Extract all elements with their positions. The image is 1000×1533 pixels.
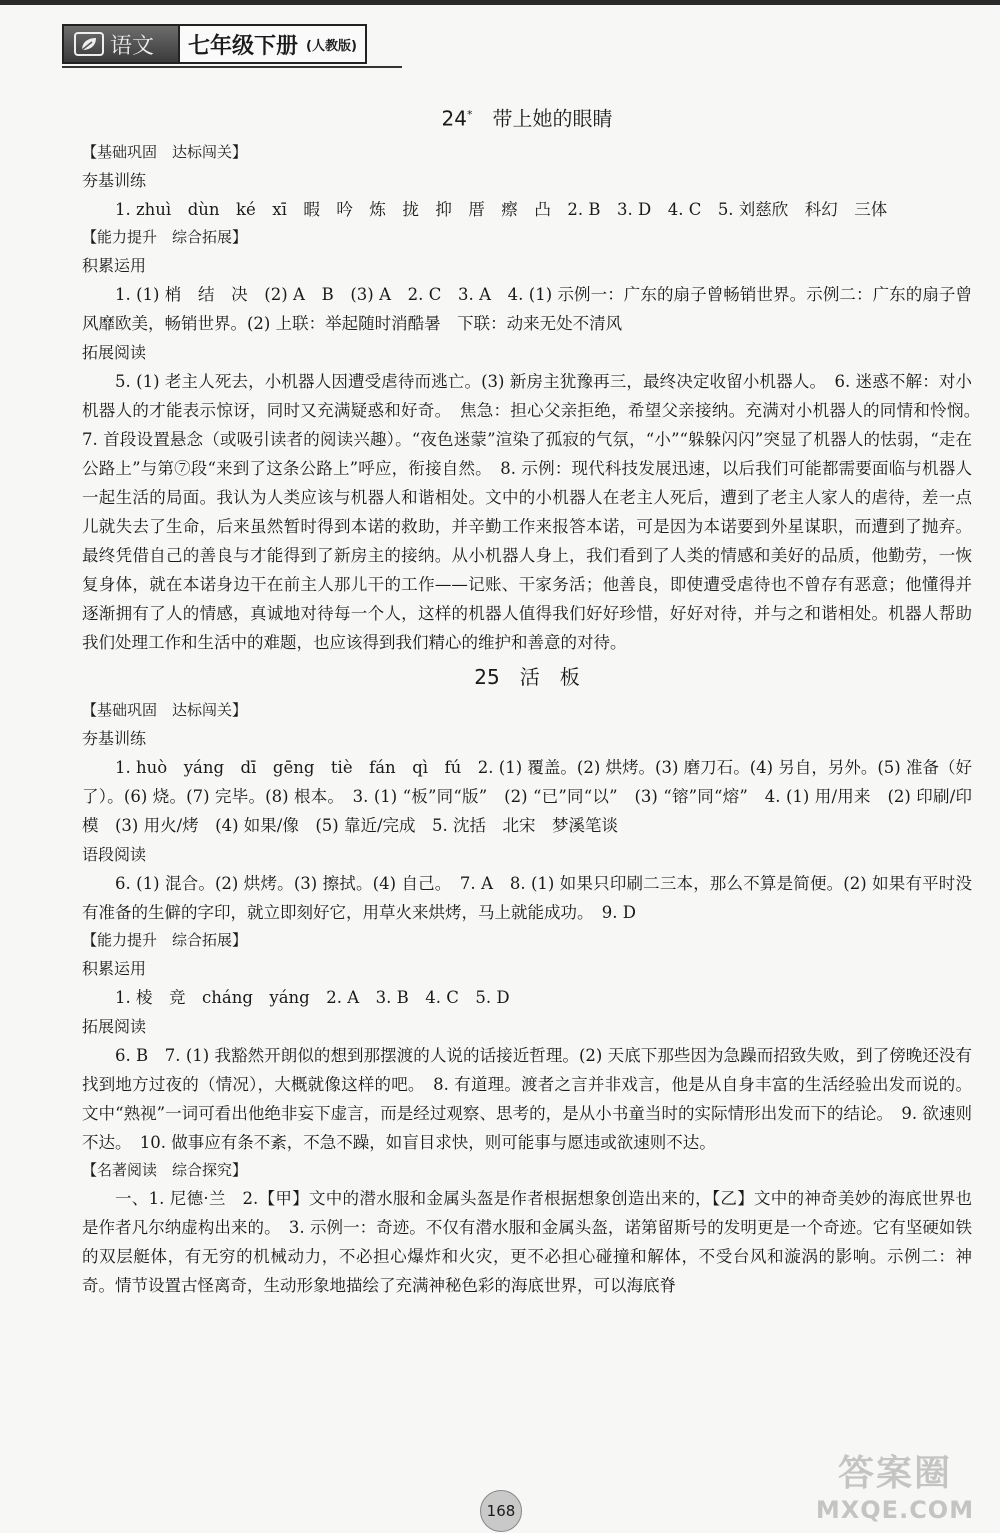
subject-badge xyxy=(62,24,180,64)
answer-paragraph: 6. (1) 混合。(2) 烘烤。(3) 擦拭。(4) 自己。 7. A 8. (1) 如果只印刷二三本，那么不算是简便。(2) 如果有平时没有准备的生僻的字印，就立即刻好它，用草火来烘烤，马上就能成功。 9. D xyxy=(82,873,972,922)
answer-paragraph: 1. 棱 竞 cháng yáng 2. A 3. B 4. C 5. D xyxy=(115,987,510,1007)
lesson-24-name: 带上她的眼睛 xyxy=(492,106,613,131)
page-header xyxy=(62,24,367,64)
edition-label: (人教版) xyxy=(306,38,357,54)
watermark-line-1: 答案圈 xyxy=(837,1453,952,1494)
subsection-heading: 夯基训练 xyxy=(82,170,147,190)
lesson-24-mark: * xyxy=(466,108,473,121)
answer-content xyxy=(82,95,989,1300)
lesson-24-title xyxy=(82,97,972,137)
watermark xyxy=(800,1445,990,1530)
answer-paragraph: 一、1. 尼德·兰 2.【甲】文中的潜水服和金属头盔是作者根据想象创造出来的，【乙】文中的神奇美妙的海底世界也是作者凡尔纳虚构出来的。 3. 示例一：奇迹。不仅有潜水服和金属头盔，诺第留斯号的发明更是一个奇迹。它有坚硬如铁的双层艇体，有无穷的机械动力，不必担心爆炸和火灾，更不必担心碰撞和解体，不受台风和漩涡的影响。示例二：神奇。情节设置古怪离奇，生动形象地描绘了充满神秘色彩的海底世界，可以海底脊 xyxy=(82,1188,972,1295)
grade-label: 七年级下册 xyxy=(188,33,299,59)
answer-paragraph: 1. zhuì dùn ké xī 暇 吟 炼 拢 抑 厝 瘵 凸 2. B 3. D 4. C 5. 刘慈欣 科幻 三体 xyxy=(115,199,888,219)
subsection-heading: 拓展阅读 xyxy=(82,1016,147,1036)
top-border xyxy=(0,0,1000,5)
header-rule xyxy=(62,66,402,68)
watermark-line-2: MXQE.COM xyxy=(815,1496,975,1524)
section-heading: 【名著阅读 综合探究】 xyxy=(82,1160,248,1179)
subsection-heading: 积累运用 xyxy=(82,958,147,978)
grade-badge xyxy=(180,24,367,64)
lesson-25-title xyxy=(82,659,972,695)
lesson-24-number: 24 xyxy=(441,106,467,131)
answer-paragraph: 5. (1) 老主人死去，小机器人因遭受虐待而逃亡。(3) 新房主犹豫再三，最终决定收留小机器人。 6. 迷惑不解：对小机器人的才能表示惊讶，同时又充满疑惑和好奇。 焦急：担心父亲拒绝，希望父亲接纳。充满对小机器人的同情和怜悯。 7. 首段设置悬念（或吸引读者的阅读兴趣）。“夜色迷蒙”渲染了孤寂的气氛，“小”“躲躲闪闪”突显了机器人的怯弱，“走在公路上”与第⑦段“来到了这条公路上”呼应，衔接自然。 8. 示例：现代科技发展迅速，以后我们可能都需要面临与机器人一起生活的局面。我认为人类应该与机器人和谐相处。文中的小机器人在老主人死后，遭到了老主人家人的虐待，差一点儿就失去了生命，后来虽然暂时得到本诺的救助，并辛勤工作来报答本诺，可是因为本诺要到外星谋职，而遭到了抛弃。最终凭借自己的善良与才能得到了新房主的接纳。从小机器人身上，我们看到了人类的情感和美好的品质，他勤劳，一恢复身体，就在本诺身边干在前主人那儿干的工作——记账、干家务活；他善良，即使遭受虐待也不曾存有恶意；他懂得并逐渐拥有了人的情感，真诚地对待每一个人，这样的机器人值得我们好好珍惜，好好对待，并与之和谐相处。机器人帮助我们处理工作和生活中的难题，也应该得到我们精心的维护和善意的对待。 xyxy=(82,371,989,652)
subsection-heading: 积累运用 xyxy=(82,255,147,275)
page-number: 168 xyxy=(480,1490,522,1532)
subsection-heading: 夯基训练 xyxy=(82,728,147,748)
subsection-heading: 语段阅读 xyxy=(82,844,147,864)
section-heading: 【基础巩固 达标闯关】 xyxy=(82,700,248,719)
leaf-icon xyxy=(74,32,104,56)
subject-label: 语文 xyxy=(110,33,155,59)
answer-paragraph: 1. huò yáng dī gēng tiè fán qì fú 2. (1) 覆盖。(2) 烘烤。(3) 磨刀石。(4) 另自，另外。(5) 准备（好了）。(6) 烧。(7) 完毕。(8) 根本。 3. (1) “板”同“版” (2) “已”同“以” (3) “镕”同“熔” 4. (1) 用/用来 (2) 印刷/印模 (3) 用火/烤 (4) 如果/像 (5) 靠近/完成 5. 沈括 北宋 梦溪笔谈 xyxy=(82,757,972,835)
subsection-heading: 拓展阅读 xyxy=(82,342,147,362)
lesson-25-name: 活 板 xyxy=(519,664,580,689)
lesson-25-number: 25 xyxy=(474,664,500,689)
section-heading: 【能力提升 综合拓展】 xyxy=(82,227,248,246)
section-heading: 【基础巩固 达标闯关】 xyxy=(82,142,248,161)
answer-paragraph: 1. (1) 梢 结 决 (2) A B (3) A 2. C 3. A 4. (1) 示例一：广东的扇子曾畅销世界。示例二：广东的扇子曾风靡欧美，畅销世界。(2) 上联：举起随时消酷暑 下联：动来无处不清风 xyxy=(82,284,972,333)
section-heading: 【能力提升 综合拓展】 xyxy=(82,930,248,949)
answer-paragraph: 6. B 7. (1) 我豁然开朗似的想到那摆渡的人说的话接近哲理。(2) 天底下那些因为急躁而招致失败，到了傍晚还没有找到地方过夜的（情况），大概就像这样的吧。 8. 有道理。渡者之言并非戏言，他是从自身丰富的生活经验出发而说的。文中“熟视”一词可看出他绝非妄下虚言，而是经过观察、思考的，是从小书童当时的实际情形出发而下的结论。 9. 欲速则不达。 10. 做事应有条不紊，不急不躁，如盲目求快，则可能事与愿违或欲速则不达。 xyxy=(82,1045,972,1152)
